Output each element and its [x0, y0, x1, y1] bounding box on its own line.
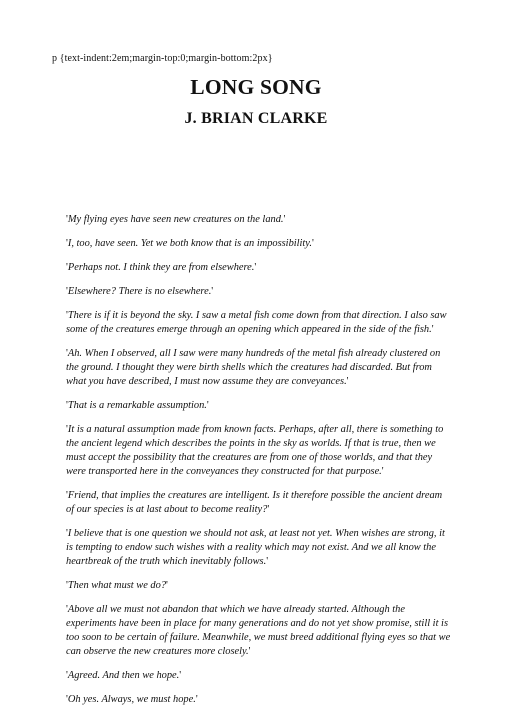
story-paragraph: 'Agreed. And then we hope.' [66, 670, 182, 681]
story-body [66, 213, 452, 717]
story-title: LONG SONG [190, 75, 322, 99]
story-paragraph: 'My flying eyes have seen new creatures on the land.' [66, 214, 286, 225]
stray-css-text: p {text-indent:2em;margin-top:0;margin-bottom:2px} [52, 53, 273, 64]
story-paragraph: 'Above all we must not abandon that which we have already started. Although the experiments have been in place for many generations and do not yet show promise, still it is too soon to be certain of failure. Meanwhile, we must breed additional flying eyes so that we can observe the new creatures more closely.' [66, 604, 451, 657]
story-paragraph: 'That is a remarkable assumption.' [66, 400, 209, 411]
story-paragraph: 'Oh yes. Always, we must hope.' [66, 694, 198, 705]
story-paragraph: 'I, too, have seen. Yet we both know that is an impossibility.' [66, 238, 314, 249]
story-paragraph: 'Perhaps not. I think they are from elsewhere.' [66, 262, 257, 273]
story-paragraph: 'I believe that is one question we should not ask, at least not yet. When wishes are strong, it is tempting to endow such wishes with a reality which may not exist. And we all know the heartbreak of the truth which inevitably follows.' [66, 528, 445, 567]
story-paragraph: 'It is a natural assumption made from known facts. Perhaps, after all, there is something to the ancient legend which describes the points in the sky as worlds. If that is true, then we must accept the possibility that the creatures are from one of those worlds, and that they were transported here in the conveyances they constructed for that purpose.' [66, 424, 444, 477]
story-author: J. BRIAN CLARKE [184, 110, 328, 127]
story-paragraph: 'Then what must we do?' [66, 580, 168, 591]
story-paragraph: 'Elsewhere? There is no elsewhere.' [66, 286, 214, 297]
story-paragraph: 'There is if it is beyond the sky. I saw a metal fish come down from that direction. I also saw some of the creatures emerge through an opening which appeared in the side of the fish.' [66, 310, 447, 335]
story-paragraph: 'Ah. When I observed, all I saw were many hundreds of the metal fish already clustered on the ground. I thought they were birth shells which the creatures had discarded. But from what you have described, I must now assume they are conveyances.' [66, 348, 441, 387]
story-paragraph: 'Friend, that implies the creatures are intelligent. Is it therefore possible the ancient dream of our species is at last about to become reality?' [66, 490, 443, 515]
